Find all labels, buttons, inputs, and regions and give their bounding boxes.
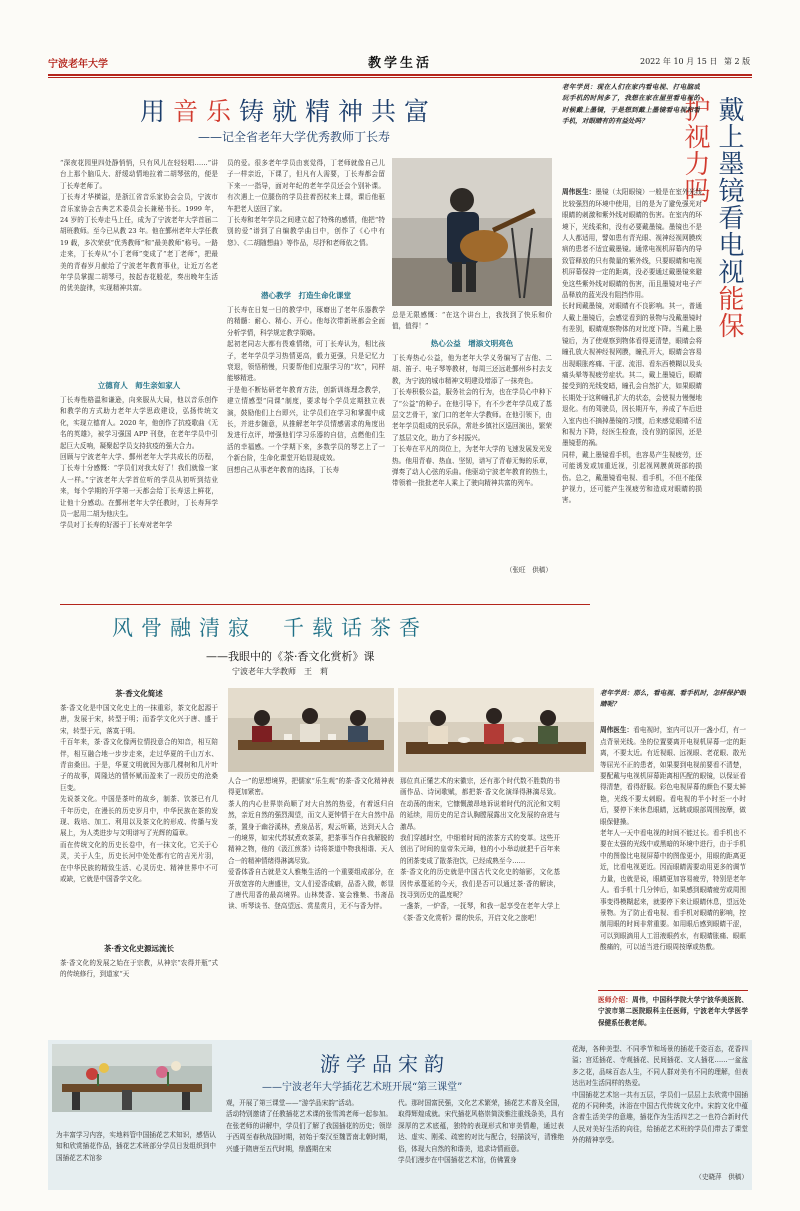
doctor-text: 周伟，中国科学院大学宁波华美医院、宁波市第二医院眼科主任医师，宁波老年大学医学保健系任教老师。 [598, 996, 748, 1027]
column-title-b: 能保护视力吗 [680, 96, 744, 339]
column-title-a: 戴上墨镜看电视 [714, 96, 744, 285]
section-divider [60, 604, 590, 605]
article2-author: 宁波老年大学教师 王 莉 [232, 667, 328, 676]
guitar-teacher-illustration [392, 158, 552, 306]
article1-title-post: 铸就精神共富 [239, 97, 438, 126]
article2-col3 [400, 776, 560, 998]
article1-col1-head: 立德育人 师生亲如家人 [97, 381, 181, 390]
article1-col2-text: 员的爱。很多老年学员由衷觉得，丁老师就像自己儿子一样亲近，下课了，但凡有人需要，丁长寿都会留下来一一指导，面对年纪的老年学员还会个别补课。有次遇上一位腿伤的学员拄着拐杖来上课，课后他驱车把老人送回了家。 丁长寿和老年学员之间建立起了特殊的感情，他把“特别的爱”谱到了自编教学曲目中，创作了《心中有您》、《二胡随想曲》等作品，尽抒和老师依之情。 [227, 159, 385, 247]
article2-title [112, 612, 532, 642]
article2-title-a: 风骨融清寂 [112, 616, 257, 640]
article3-byline: （史晓萍 供稿） [695, 1173, 748, 1181]
column-a2-lead: 周伟医生： [600, 726, 634, 735]
flower-arrangement-illustration [52, 1044, 212, 1112]
article1-col3-text: 总是无限感慨：“在这个讲台上，我找到了快乐和价值，值得！” [392, 311, 552, 331]
masthead [48, 52, 752, 74]
article1-col3-head: 热心公益 增添文明亮色 [430, 339, 514, 348]
masthead-rule [48, 74, 752, 76]
article2-col1-text-b: 茶·香文化的发展之始在于宗教，从神宗“农得并瓶”式的传统修行，到道家“天 [60, 959, 218, 979]
article2-title-b: 千载话茶香 [283, 616, 428, 640]
article2-col2-text: 人合一”的思想境界，把儒家“乐生观”的茶·香文化精神表得更加紧密。 茶人的内心世界崇尚顺了对大自然的热爱，有着返归自然，亲近自然的强烈渴望，而文人更钟情于在大自然中品茶，置身于幽谷溪林，煮泉品茗，观云听籁，达到天人合一的境界，如宋代苏轼煮欢茶菜，把茶事当作自我解脱的精神之物，他的《汲江煎茶》诗将茶道中物我相谐、天人合一的精神情绪得淋漓尽致。 爱香体香自古就是文人雅集生活的一个重要组成部分，在开放宽容的大唐盛世，文人们爱香成癖，品香入微，彰显了唐代用香的最高境界。山林焚香、宴会雅集、书斋品读、听琴谈书、登高望远、赏星赏月，无不与香为伴。 [228, 777, 394, 911]
article2-head1: 茶·香文化简述 [115, 689, 163, 698]
article1-col2 [227, 158, 385, 600]
article3-col2 [226, 1098, 392, 1186]
masthead-date: 2022 年 10 月 15 日 [640, 57, 718, 66]
article3-col1 [56, 1130, 216, 1186]
article2-col2 [228, 776, 394, 998]
column-q2: 老年学员：那么，看电视、看手机时，怎样保护眼睛呢？ [600, 689, 746, 709]
article1-col1-text-b: 丁长寿性格温和谦逊，向来服从大局，他以音乐创作和教学的方式助力老年大学思政建设，弘扬传统文化，实现立德育人。2020 年，他创作了抗疫歌曲《无名的英雄》，被学习强国 APP 刊登，在老年学员中引起巨大反响，凝聚起学员支持抗疫的强大合力。 回顾与宁波老年大学、鄞州老年大学共成长的历程，丁长寿十分感慨：“学员们对我太好了！我们就像一家人一样。”宁波老年大学首位听的学员从初听到结业来，每个学期的开学第一天都会给丁长寿送上鲜花，让他十分感动。在鄞州老年大学任教时，丁长寿拜学员一起用二胡为他庆生。 学员对丁长寿的好源于丁长寿对老年学 [60, 396, 218, 530]
column-title [680, 96, 746, 358]
masthead-rule-thin [48, 77, 752, 78]
column-a1-lead: 周伟医生： [562, 188, 596, 197]
column-q1: 老年学员：现在人们在家内看电视、打电脑或玩手机的时间多了，我想在家在屋里看电视的时候戴上墨镜，于是想到戴上墨镜看电视和看手机，对眼睛有的有益处吗？ [562, 83, 700, 126]
article1-col2-head: 潜心教学 打造生命化课堂 [261, 291, 351, 300]
article1-col3-text-b: 丁长寿热心公益，他为老年大学义务编写了吉他、二胡、笛子、电子琴等教材，每周三还远赴鄞州乡村去支教，为宁波的城市精神文明建设增添了一抹亮色。 丁长寿积极公益，服务社会的行为，也在学员心中种下了“公益”的种子。在他引导下，有不少老年学员成了基层文艺骨干，家门口的老年大学教师。在他引领下，由老年学员组成的民乐队，常赴乡镇社区巡回演出，繁荣了基层文化，助力了乡村振兴。 丁长寿在平凡的岗位上，为老年大学的飞速发展发光发热。他用青春、热血、坚韧，谱写了青春无悔的乐章，弹奏了动人心弦的乐曲。他驱动宁波老年教育的热土，带领着一批批老年人乘上了驶向精神共富的列车。 [392, 354, 552, 488]
article3-col3-text: 代。那时国富民强，文化艺术繁荣，插花艺术普及全国，取得辉煌成就。宋代插花风格崇简淡雅注重线条美，具有深厚的艺术底蕴，独特的表现形式和审美情趣，通过表达、虚实、刚柔、疏密的对比与配合，轻描淡写，清雅绝俗，体现大自然的和谐美，追求诗情画意。 学员们漫步在中国插花艺术馆，仿佛置身 [398, 1099, 564, 1165]
article1-col2-text-b: 丁长寿在日复一日的教学中，琢磨出了老年乐器教学的精髓：耐心、精心、开心。他每次带新班都会全面分析学情，科学规定教学策略。 起初老同志大都有畏难情绪，可丁长寿认为，相比孩子，老年学员学习热情更高，毅力更强，只是记忆力衰退，领悟稍慢，只要帮他们克服学习的“坎”，同样能够精进。 于是他不断钻研老年教育方法，创新训练理念教学，建立情感型“同课”制度，要求每个学员定期独立表演，鼓励他们上台即兴，让学员们在学习和掌握中成长，并进步随意，从推解老年学员情感需求的角度出发进行点评，增强他们学习乐器的自信，点燃他们生活的幸福感。一个学期下来，多数学员的琴艺上了一个新台阶，生命化课堂开始显现成效。 回想自己从事老年教育的选择，丁长寿 [227, 306, 385, 474]
doctor-box [598, 990, 748, 1039]
guitar-teacher-photo [392, 158, 552, 306]
article2-col1-text: 茶·香文化是中国文化史上的一抹重彩，茶文化起源于唐，发展于宋，转型于明；而香学文化兴于唐、盛于宋，转型于元，落寞于明。 千百年来，茶·香文化像两位情投意合的知音，相互陪伴，相互融合地一步步走来，走过华夏的千山万水、青亩桑田。于是，华夏文明就因为那几棵树和几片叶子的故事，周隆达的情怀赋而盈来了一段历史的沧桑巨变。 先说茶文化。中国是茶叶的故乡，制茶、饮茶已有几千年历史，在漫长的历史岁月中，中华民族在茶的发现、栽培、加工、利用以及茶文化的形成、传播与发展上，为人类进步与文明谱写了光辉的篇章。 而在传统文化的历史长卷中，有一抹文化，它关于心灵，关于人生，历史长河中处处都有它的吉光片羽，在中华民族的精致生活、心灵历史、精神世界中不可或缺，它就是中国香学文化。 [60, 704, 218, 884]
tea-ceremony-illustration-right [398, 688, 594, 772]
flower-art-photo [52, 1044, 212, 1112]
article3-col3 [398, 1098, 564, 1186]
doctor-intro [598, 995, 748, 1035]
article2-col1 [60, 688, 218, 998]
article1-title-pre: 用 [140, 97, 174, 126]
column-a2-text: 看电视时，室内可以开一盏小灯，有一点背景光线。坐的位置要离开电视机屏幕一定的距离，不要太近。有近视眼、远视眼、老花眼、散光等屈光不正的患者，如果要到电视前要看不清楚，要配戴与电视机屏幕距离相匹配的眼镜，以保证看得清楚，看得舒服。彩色电视屏幕的颜色不要太鲜艳，光线不要太刺眼。看电视的半小时至一小时后，要停下来休息眼睛，远眺或眼部周围按摩，做眼保健操。 老年人一天中看电视的时间不能过长。看手机也不要在太强的光线中或黑暗的环境中进行，由于手机中的图像比电视屏幕中的图像更小，用眼的距离更近，比看电视更近。因而眼睛需要动用更多的调节力量，也就是说，眼睛更加容易疲劳，特别是老年人。看手机十几分钟后，如果感到眼睛疲劳或周围事变得模糊起来，就要停下来让眼睛休息，望远处景物。为了防止看电视、看手机对眼睛的影响，控制用眼的时间非常重要。如用眼后感到眼睛干涩，可以到眼滴用人工泪液眼药水，有眼睛胀痛、眼眶酸痛的，可以适当进行眼周按摩或热敷。 [600, 726, 746, 952]
tea-ceremony-illustration-left [228, 688, 394, 772]
article1-col1-text: “深夜花园里四处静悄悄，只有风儿在轻轻唱……”讲台上那个脑瓜大、舒缓动情地拉着二胡琴弦的，便是丁长寿老师了。 丁长寿才华横溢，是浙江省音乐家协会会员，宁波市音乐家协会古典艺术委员会长兼秘书长。1999 年，24 岁的丁长寿走马上任，成为了宁波老年大学首届二胡班教师。至今已从教 23 年。他在鄞州老年大学任教 19 载，多次荣获“优秀教师”和“最美教师”称号。一路走来，丁长寿从“小丁老师”变成了“老丁老师”，把最美的青春岁月献给了宁波老年教育事业，让近万名老年学员掌握二胡琴弓，按起杏花般花，奏出晚年生活的优美旋律，实现精神共富。 [60, 159, 218, 293]
tea-class-photo-left [228, 688, 394, 772]
article1-title-accent: 音乐 [173, 97, 240, 126]
article3-col2-text: 观，开展了第三课堂——“游学品宋韵”活动。 活动特别邀请了任教插花艺术课的张雪鸿老师一起参加。在张老师的讲解中，学员们了解了我国插花的历史；领岸于西周至春秋战国时期，初始于秦汉至魏晋南北朝时期，兴盛于隋唐至五代时期，鼎盛期在宋 [226, 1099, 392, 1153]
article2-subtitle: ——我眼中的《茶·香文化赏析》课 [206, 650, 375, 663]
masthead-page: 第 2 版 [724, 57, 751, 66]
article2-head2: 茶·香文化史源远流长 [103, 944, 175, 953]
column-lower [600, 688, 746, 988]
column-a1-block [562, 176, 702, 656]
article1-byline: （张旺 供稿） [505, 566, 552, 574]
doctor-lead: 医师介绍： [598, 996, 633, 1004]
column-a1-text: 墨镜（太阳眼镜）一般是在室外光线比较强烈的环境中使用，目的是为了避免强光对眼睛的刺激和紫外线对眼睛的伤害。在室内的环境下，光线柔和，没有必要戴墨镜。墨镜也不是人人都适用，譬如患有青光眼、视神经视网膜疾病的患者不适宜戴墨镜。通常电视机屏幕内的导致管释放的只有微量的紫外线，只要眼睛和电视机屏幕保持一定的距离，没必要通过戴墨镜来避免这些紫外线对眼睛的伤害，而且墨镜对电子产品释放的蓝光没有阻挡作用。 长时间戴墨镜，对眼睛有不良影响。其一，普通人戴上墨镜后，会感觉看到的景物与没戴墨镜时有差别，眼睛观察物体的对比度下降。当戴上墨镜后，为了使观察到物体看得更清楚，眼睛会将瞳孔放大视神经视网膜，瞳孔开大，眼睛会容易出现眼胀疼痛、干涩、流泪、看东西模糊以及头痛头晕等视疲劳症状。其二，戴上墨镜后，眼睛接受到的光线变暗，瞳孔会自然扩大，如果眼睛长期处于这种瞳孔扩大的状态，会使视力慢慢地退化。有的驾驶员，因长期开车，养成了车后进入室内也不摘掉墨镜的习惯，后来感觉眼睛不适和视力下降，经医生检查，没有别的原因，还是墨镜惹的祸。 同样，戴上墨镜看手机，也容易产生视疲劳，还可能诱发或加重近视，引起视网膜黄斑部的损伤。总之，戴墨镜看电视、看手机，不但不能保护视力，还可能产生视疲劳和造成对眼睛的损害。 [562, 188, 702, 505]
article3-col1-text: 为丰富学习内容，实地料管中国插花艺术知识，感悟认知和欣赏插花作品，插花艺术班部分学员日发组织到中国插花艺术馆参 [56, 1131, 216, 1162]
article1-title [140, 92, 490, 126]
tea-class-photo-right [398, 688, 594, 772]
article1-col3 [392, 310, 552, 602]
article3-col4 [572, 1044, 748, 1186]
article2-col3-text: 那位真正懂艺术的宋徽宗，还有那个时代数不胜数的书画作品、诗词歌赋，都把茶·香文化演绎得淋漓尽致。在动荡的南宋，它慷慨激昂地诉说着时代的沉沦和文明的延续，用历史的足音认胸膛展露出文化发展的奋进与激昂。 我们穿越时空，中细着时间的浓茶方式的变革。这些开创出了时间的皇帝朱元璋，他的小小举动就把千百年来的团茶变成了散茶泡饮，已经成熟至今…… 茶·香文化的历史就是中国古代文化史的缩影，文化基因传承蔓延的今天，我们是否可以通过茶·香的解读，找寻到历史的温度呢？ 一盏茶，一炉香，一抚琴，和我一起享受在老年大学上《茶·香文化赏析》课的快乐，开启文化之旅吧！ [400, 777, 560, 922]
column-a2-block [600, 714, 746, 966]
masthead-brand: 宁波老年大学 [48, 59, 108, 70]
article1-col1 [60, 158, 218, 600]
article1-subtitle: ——记全省老年大学优秀教师丁长寿 [198, 130, 391, 144]
article3-subtitle: ——宁波老年大学插花艺术班开展“第三课堂” [262, 1082, 463, 1093]
masthead-section: 教学生活 [368, 56, 433, 71]
article3-col4-text: 花海，各种美型、不同季节和场景的插花千姿百态，花香四溢；宫廷插花、寺观插花、民间插花、文人插花……一盆盆多之花，品味百态人生，不同人群对美有不同的理解，但表达出对生活同样的热爱。 中国插花艺术馆一共有五层，学员们一层层上去欣赏中国插花的不同种类，沐浴在中国古代传统文化中。宋韵文化中蕴含着生活美学的意趣，插花作为生活四艺之一也符合新时代人民对美好生活的向往，给插花艺术班的学员们带去了课堂外的精神享受。 [572, 1045, 748, 1145]
article3-title: 游学品宋韵 [320, 1052, 450, 1076]
